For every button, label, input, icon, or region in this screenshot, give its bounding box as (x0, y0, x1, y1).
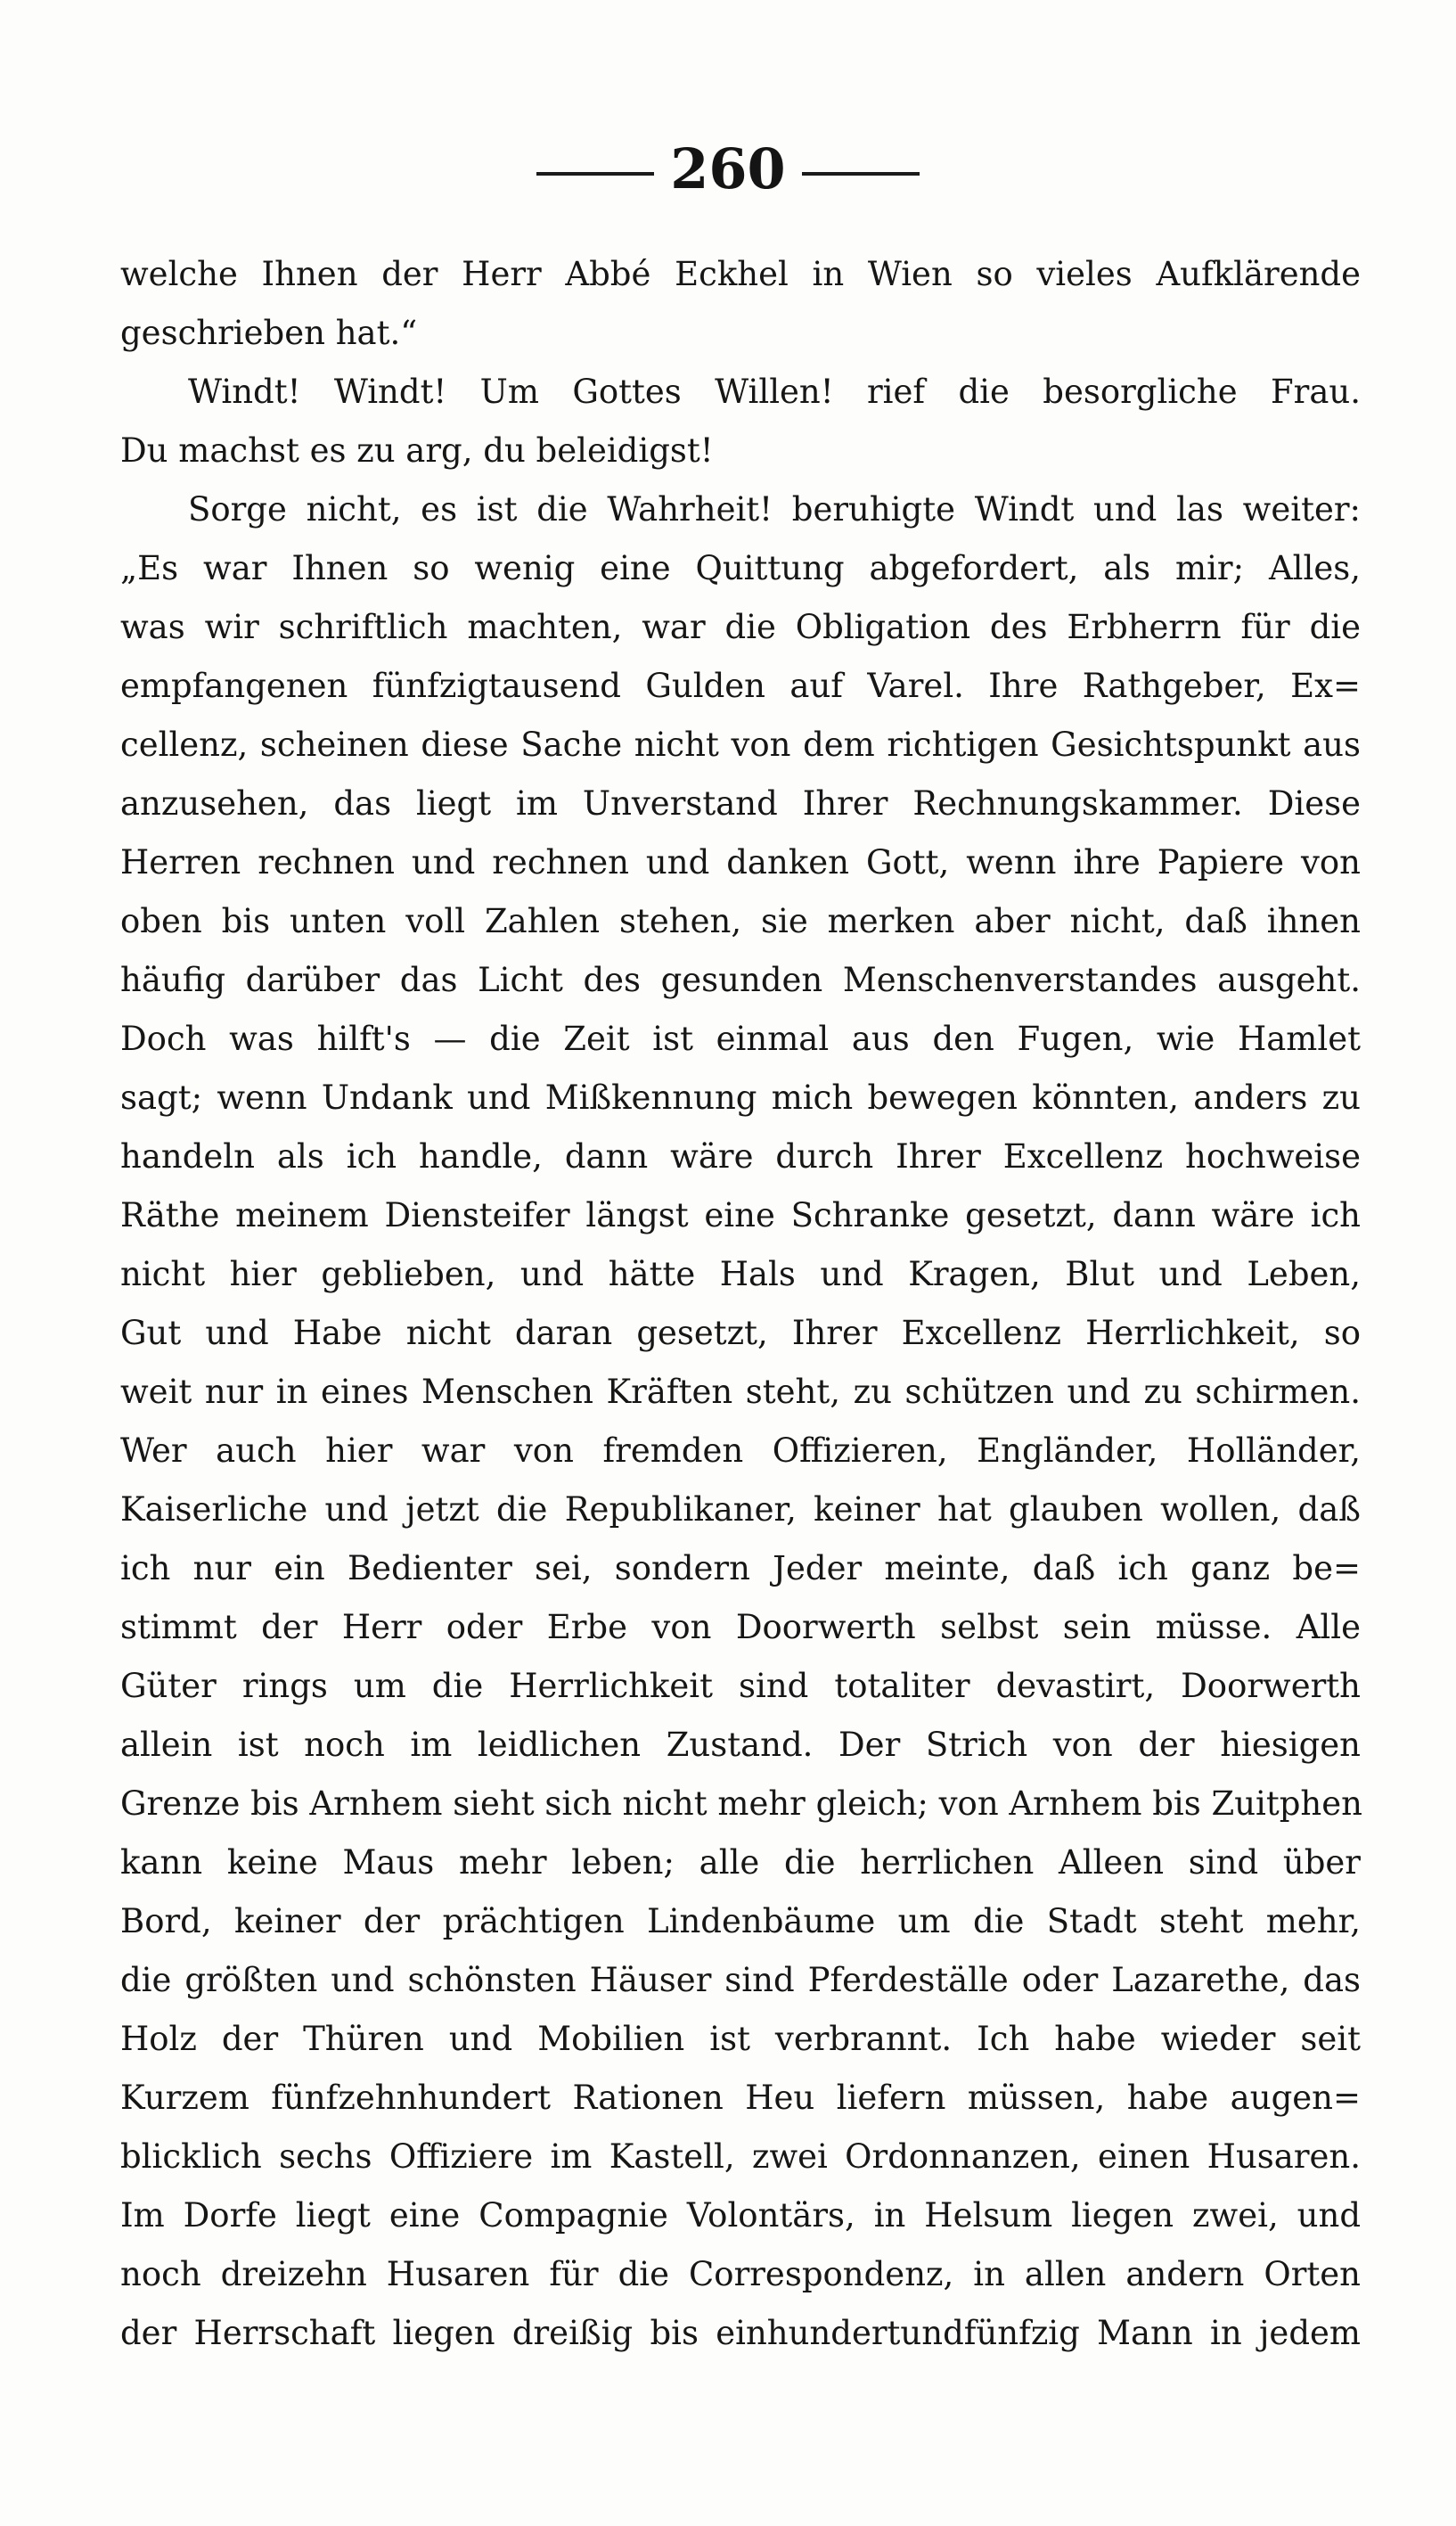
text-line: Sorge nicht, es ist die Wahrheit! beruhigte Windt und las weiter: (188, 490, 1361, 529)
text-line: Bord, keiner der prächtigen Lindenbäume um die Stadt steht mehr, (120, 1902, 1361, 1940)
text-line: Güter rings um die Herrlichkeit sind totaliter devastirt, Doorwerth (120, 1667, 1361, 1705)
text-line: empfangenen fünfzigtausend Gulden auf Varel. Ihre Rathgeber, Ex= (120, 667, 1361, 705)
text-line: noch dreizehn Husaren für die Correspondenz, in allen andern Orten (120, 2255, 1361, 2293)
text-line: Gut und Habe nicht daran gesetzt, Ihrer Excellenz Herrlichkeit, so (120, 1314, 1361, 1352)
text-line: Räthe meinem Diensteifer längst eine Schranke gesetzt, dann wäre ich (120, 1196, 1361, 1234)
text-line: blicklich sechs Offiziere im Kastell, zwei Ordonnanzen, einen Husaren. (120, 2137, 1361, 2176)
text-line: handeln als ich handle, dann wäre durch Ihrer Excellenz hochweise (120, 1137, 1361, 1176)
text-line: kann keine Maus mehr leben; alle die herrlichen Alleen sind über (120, 1843, 1361, 1882)
text-line: Holz der Thüren und Mobilien ist verbrannt. Ich habe wieder seit (120, 2020, 1361, 2058)
text-line: welche Ihnen der Herr Abbé Eckhel in Wien so vieles Aufklärende (120, 255, 1361, 293)
text-line: cellenz, scheinen diese Sache nicht von dem richtigen Gesichtspunkt aus (120, 726, 1361, 764)
header-rule-right (802, 172, 920, 176)
text-line: geschrieben hat.“ (120, 314, 418, 352)
text-line: oben bis unten voll Zahlen stehen, sie merken aber nicht, daß ihnen (120, 902, 1361, 940)
page-header (0, 134, 1456, 205)
text-line: allein ist noch im leidlichen Zustand. Der Strich von der hiesigen (120, 1726, 1361, 1764)
text-line: ich nur ein Bedienter sei, sondern Jeder meinte, daß ich ganz be= (120, 1549, 1361, 1587)
text-line: Grenze bis Arnhem sieht sich nicht mehr gleich; von Arnhem bis Zuitphen (120, 1784, 1362, 1823)
text-line: nicht hier geblieben, und hätte Hals und Kragen, Blut und Leben, (120, 1255, 1361, 1293)
text-line: weit nur in eines Menschen Kräften steht, zu schützen und zu schirmen. (120, 1373, 1361, 1411)
text-line: was wir schriftlich machten, war die Obligation des Erbherrn für die (120, 608, 1361, 646)
text-line: Doch was hilft's — die Zeit ist einmal aus den Fugen, wie Hamlet (120, 1020, 1361, 1058)
header-rule-left (536, 172, 654, 176)
text-line: stimmt der Herr oder Erbe von Doorwerth selbst sein müsse. Alle (120, 1608, 1361, 1646)
text-line: Kaiserliche und jetzt die Republikaner, keiner hat glauben wollen, daß (120, 1490, 1361, 1529)
text-line: Herren rechnen und rechnen und danken Gott, wenn ihre Papiere von (120, 843, 1361, 882)
page-number: 260 (670, 136, 786, 201)
text-line: Im Dorfe liegt eine Compagnie Volontärs, in Helsum liegen zwei, und (120, 2196, 1361, 2235)
text-line: häufig darüber das Licht des gesunden Menschenverstandes ausgeht. (120, 961, 1361, 999)
text-line: Wer auch hier war von fremden Offizieren, Engländer, Holländer, (120, 1431, 1361, 1470)
text-line: Kurzem fünfzehnhundert Rationen Heu liefern müssen, habe augen= (120, 2079, 1361, 2117)
text-line: der Herrschaft liegen dreißig bis einhundertundfünfzig Mann in jedem (120, 2314, 1361, 2352)
text-line: sagt; wenn Undank und Mißkennung mich bewegen könnten, anders zu (120, 1078, 1361, 1117)
text-line: Du machst es zu arg, du beleidigst! (120, 431, 714, 470)
text-line: „Es war Ihnen so wenig eine Quittung abgefordert, als mir; Alles, (120, 549, 1361, 587)
text-line: die größten und schönsten Häuser sind Pferdeställe oder Lazarethe, das (120, 1961, 1361, 1999)
text-line: anzusehen, das liegt im Unverstand Ihrer Rechnungskammer. Diese (120, 784, 1361, 823)
text-line: Windt! Windt! Um Gottes Willen! rief die besorgliche Frau. (188, 373, 1361, 411)
body-text (120, 245, 1361, 2363)
